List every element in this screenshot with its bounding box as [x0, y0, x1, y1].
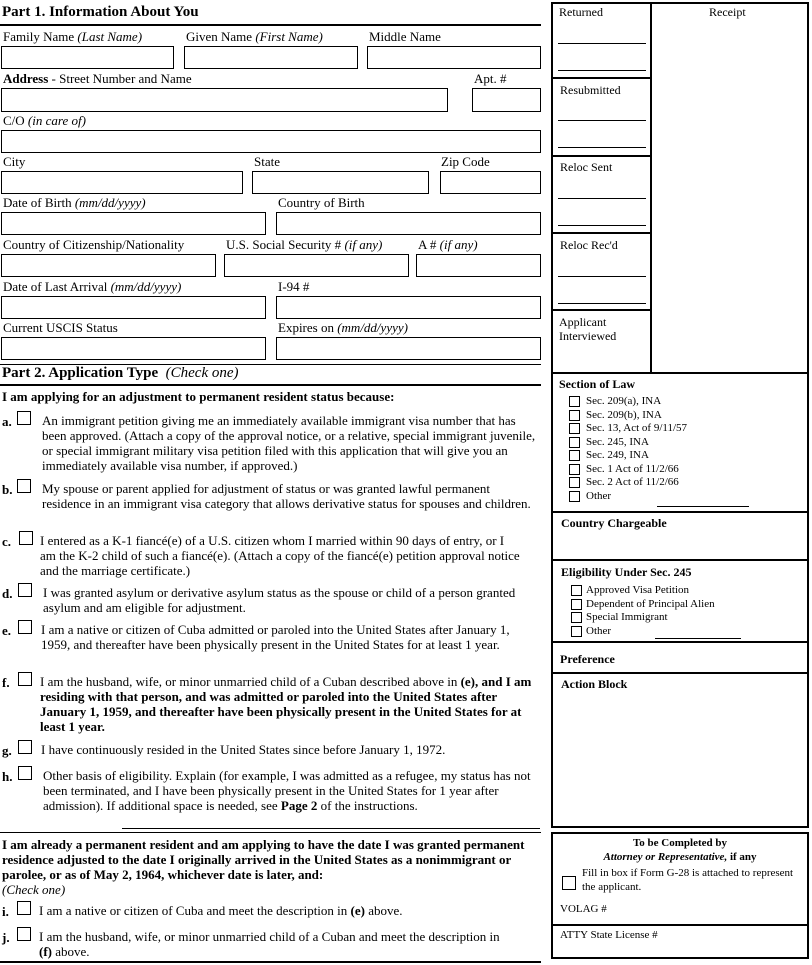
- office-sep: [551, 309, 651, 311]
- uscis-status-label: Current USCIS Status: [3, 320, 118, 335]
- law-checkbox-1[interactable]: [569, 396, 580, 407]
- option-c-letter: c.: [2, 534, 12, 549]
- law-other-line[interactable]: [657, 506, 749, 507]
- resubmitted-label: Resubmitted: [560, 83, 621, 97]
- option-g-text: I have continuously resided in the United States since before January 1, 1972.: [41, 742, 446, 757]
- country-birth-field[interactable]: [276, 212, 541, 235]
- country-chargeable-label: Country Chargeable: [561, 516, 667, 530]
- office-sep: [551, 672, 809, 674]
- option-f-text: I am the husband, wife, or minor unmarried child of a Cuban described above in (e), and I am residing with that person, and was admitted or paroled into the United States after January 1, 1959, and thereafter have been physically present in the United States for at least 1 year.: [40, 674, 532, 734]
- last-arrival-field[interactable]: [1, 296, 266, 319]
- resubmitted-line[interactable]: [558, 120, 646, 121]
- option-j-checkbox[interactable]: [17, 927, 31, 941]
- address-field[interactable]: [1, 88, 448, 112]
- ssn-field[interactable]: [224, 254, 409, 277]
- elig-label-3: Special Immigrant: [586, 611, 668, 623]
- i94-label: I-94 #: [278, 279, 310, 294]
- law-label-5: Sec. 249, INA: [586, 449, 649, 461]
- apt-label: Apt. #: [474, 71, 507, 86]
- attorney-sep: [551, 924, 809, 926]
- city-label: City: [3, 154, 26, 169]
- option-b-checkbox[interactable]: [17, 479, 31, 493]
- zip-label: Zip Code: [441, 154, 490, 169]
- office-sep: [551, 559, 809, 561]
- elig-checkbox-1[interactable]: [571, 585, 582, 596]
- volag-label: VOLAG #: [560, 903, 607, 915]
- option-i-checkbox[interactable]: [17, 901, 31, 915]
- i94-field[interactable]: [276, 296, 541, 319]
- resubmitted-line[interactable]: [558, 147, 646, 148]
- option-f-letter: f.: [2, 675, 10, 690]
- returned-line[interactable]: [558, 70, 646, 71]
- apt-field[interactable]: [472, 88, 541, 112]
- expires-label: Expires on (mm/dd/yyyy): [278, 320, 408, 335]
- option-e-letter: e.: [2, 623, 12, 638]
- option-e-text: I am a native or citizen of Cuba admitted or paroled into the United States after January 1, 1959, and thereafter have been physically present in the United States for at least 1 year.: [41, 622, 510, 652]
- applicant-interviewed-label: Applicant Interviewed: [559, 315, 617, 343]
- option-b-text: My spouse or parent applied for adjustment of status or was granted lawful permanent residence in an immigrant visa category that allows derivative status for spouses and children.: [42, 481, 531, 511]
- part2-rule: [0, 384, 541, 386]
- atty-license-label: ATTY State License #: [560, 929, 658, 941]
- option-i-letter: i.: [2, 904, 9, 919]
- uscis-status-field[interactable]: [1, 337, 266, 360]
- law-checkbox-5[interactable]: [569, 450, 580, 461]
- elig-label-4: Other: [586, 625, 612, 637]
- family-name-field[interactable]: [1, 46, 174, 69]
- last-arrival-label: Date of Last Arrival (mm/dd/yyyy): [3, 279, 182, 294]
- section-of-law-label: Section of Law: [559, 377, 635, 391]
- option-c-text: I entered as a K-1 fiancé(e) of a U.S. citizen whom I married within 90 days of entry, or I am the K-2 child of such a fiancé(e). (Attach a copy of the fiancé(e) petition approval notice and the marriage certificate.): [40, 533, 520, 578]
- law-label-3: Sec. 13, Act of 9/11/57: [586, 422, 688, 434]
- reloc-sent-label: Reloc Sent: [560, 160, 613, 174]
- part2-intro: I am applying for an adjustment to permanent resident status because:: [2, 389, 395, 404]
- returned-line[interactable]: [558, 43, 646, 44]
- middle-name-label: Middle Name: [369, 29, 441, 44]
- g28-label: Fill in box if Form G-28 is attached to represent the applicant.: [582, 867, 794, 893]
- citizenship-label: Country of Citizenship/Nationality: [3, 237, 185, 252]
- office-sep: [551, 77, 651, 79]
- law-checkbox-2[interactable]: [569, 410, 580, 421]
- option-j-letter: j.: [2, 930, 10, 945]
- option-a-checkbox[interactable]: [17, 411, 31, 425]
- middle-name-field[interactable]: [367, 46, 541, 69]
- option-g-letter: g.: [2, 743, 12, 758]
- action-block-label: Action Block: [561, 677, 628, 691]
- option-h-letter: h.: [2, 769, 13, 784]
- elig-checkbox-4[interactable]: [571, 626, 582, 637]
- law-checkbox-6[interactable]: [569, 464, 580, 475]
- law-checkbox-8[interactable]: [569, 491, 580, 502]
- city-field[interactable]: [1, 171, 243, 194]
- law-checkbox-4[interactable]: [569, 437, 580, 448]
- care-of-field[interactable]: [1, 130, 541, 153]
- office-sep: [551, 511, 809, 513]
- elig-other-line[interactable]: [655, 638, 741, 639]
- state-field[interactable]: [252, 171, 429, 194]
- law-label-2: Sec. 209(b), INA: [586, 409, 662, 421]
- elig-label-2: Dependent of Principal Alien: [586, 598, 715, 610]
- law-label-7: Sec. 2 Act of 11/2/66: [586, 476, 679, 488]
- receipt-label: Receipt: [709, 5, 746, 19]
- a-number-label: A # (if any): [418, 237, 478, 252]
- option-d-text: I was granted asylum or derivative asylum status as the spouse or child of a person granted asylum and am eligible for adjustment.: [43, 585, 516, 615]
- option-d-letter: d.: [2, 586, 13, 601]
- option-a-text: An immigrant petition giving me an immediately available immigrant visa number that has been approved. (Attach a copy of the approval notice, or a relative, special immigrant juvenile, or special immigrant military visa petition filed with this application that will give you an immediately available visa number, if approved.): [42, 413, 536, 473]
- dob-field[interactable]: [1, 212, 266, 235]
- given-name-field[interactable]: [184, 46, 358, 69]
- given-name-label: Given Name (First Name): [186, 29, 323, 44]
- law-label-8: Other: [586, 490, 612, 502]
- option-j-text: I am the husband, wife, or minor unmarried child of a Cuban and meet the description in (f) above.: [39, 929, 500, 959]
- reloc-recd-label: Reloc Rec'd: [560, 238, 618, 252]
- option-c-checkbox[interactable]: [19, 531, 33, 545]
- eligibility-label: Eligibility Under Sec. 245: [561, 565, 692, 579]
- elig-label-1: Approved Visa Petition: [586, 584, 690, 596]
- dob-label: Date of Birth (mm/dd/yyyy): [3, 195, 146, 210]
- country-birth-label: Country of Birth: [278, 195, 365, 210]
- law-label-4: Sec. 245, INA: [586, 436, 649, 448]
- office-divider: [650, 2, 652, 373]
- option-f-checkbox[interactable]: [18, 672, 32, 686]
- option-a-letter: a.: [2, 414, 12, 429]
- part1-title: Part 1. Information About You: [2, 4, 199, 20]
- office-sep: [551, 232, 651, 234]
- option-i-text: I am a native or citizen of Cuba and meet the description in (e) above.: [39, 903, 403, 918]
- office-sep: [551, 641, 809, 643]
- elig-checkbox-3[interactable]: [571, 612, 582, 623]
- elig-checkbox-2[interactable]: [571, 599, 582, 610]
- expires-field[interactable]: [276, 337, 541, 360]
- part2-mid-rule: [0, 832, 541, 833]
- law-label-1: Sec. 209(a), INA: [586, 395, 662, 407]
- g28-checkbox[interactable]: [562, 876, 576, 890]
- citizenship-field[interactable]: [1, 254, 216, 277]
- option-g-checkbox[interactable]: [18, 740, 32, 754]
- family-name-label: Family Name (Last Name): [3, 29, 143, 44]
- part1-rule: [0, 24, 541, 26]
- law-checkbox-7[interactable]: [569, 477, 580, 488]
- care-of-label: C/O (in care of): [3, 113, 86, 128]
- option-e-checkbox[interactable]: [18, 620, 32, 634]
- ssn-label: U.S. Social Security # (if any): [226, 237, 383, 252]
- reloc-recd-line[interactable]: [558, 303, 646, 304]
- option-h-checkbox[interactable]: [18, 766, 32, 780]
- option-h-explain-line[interactable]: [122, 828, 540, 829]
- to-be-completed-label: To be Completed by: [632, 837, 728, 849]
- returned-label: Returned: [559, 5, 603, 19]
- a-number-field[interactable]: [416, 254, 541, 277]
- zip-field[interactable]: [440, 171, 541, 194]
- part2-title: Part 2. Application Type (Check one): [2, 365, 239, 381]
- preference-label: Preference: [560, 652, 615, 666]
- reloc-sent-line[interactable]: [558, 198, 646, 199]
- option-h-text: Other basis of eligibility. Explain (for example, I was admitted as a refugee, my status has not been terminated, and I have been physically present in the United States for 1 year after admission). If additional space is needed, see Page 2 of the instructions.: [43, 768, 531, 813]
- option-b-letter: b.: [2, 482, 13, 497]
- state-label: State: [254, 154, 280, 169]
- address-label: Address - Street Number and Name: [3, 71, 192, 86]
- reloc-recd-line[interactable]: [558, 276, 646, 277]
- reloc-sent-line[interactable]: [558, 225, 646, 226]
- office-sep: [551, 155, 651, 157]
- part2-intro2: I am already a permanent resident and am applying to have the date I was granted permanent residence adjusted to the date I originally arrived in the United States as a nonimmigrant or parolee, or as of May 2, 1964, whichever date is later, and: (Check one): [2, 837, 525, 897]
- law-checkbox-3[interactable]: [569, 423, 580, 434]
- attorney-label: Attorney or Representative, if any: [603, 851, 757, 863]
- part2-bottom-rule: [0, 961, 541, 963]
- law-label-6: Sec. 1 Act of 11/2/66: [586, 463, 679, 475]
- office-sep: [551, 372, 809, 374]
- option-d-checkbox[interactable]: [18, 583, 32, 597]
